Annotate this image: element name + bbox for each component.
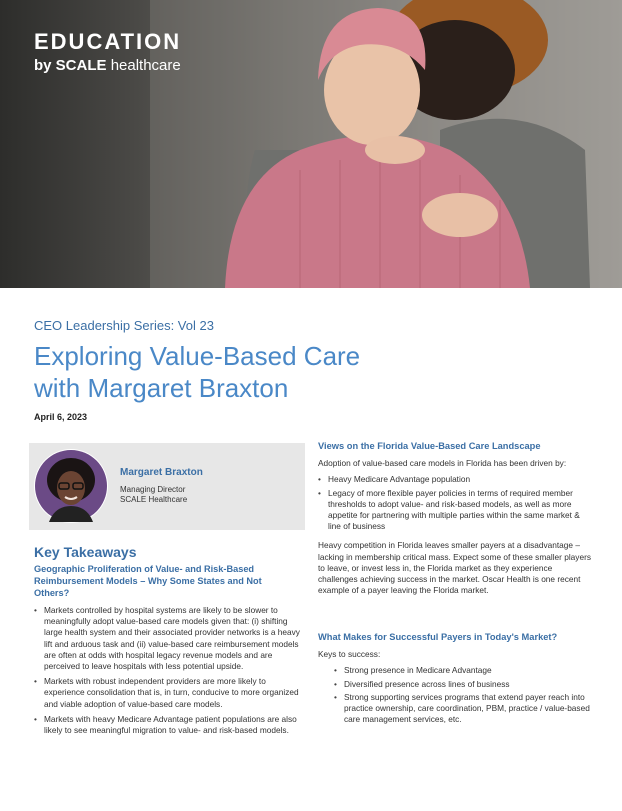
profile-company: SCALE Healthcare [120,495,188,504]
payers-list [318,665,593,725]
list-item: • Legacy of more flexible payer policies in terms of required member thresholds to adopt value- and risk-based models, as well as more appetite for partnering with multiple parties within the same market & line of business [318,488,593,533]
profile-title: Managing Director [120,485,186,494]
hands [422,193,498,237]
series-label: CEO Leadership Series: Vol 23 [34,318,214,333]
profile-role [120,485,187,505]
title-line-1: Exploring Value-Based Care [34,341,361,371]
avatar [34,449,108,523]
hero-photo [0,0,622,288]
florida-heading: Views on the Florida Value-Based Care Landscape [318,441,541,451]
logo [34,31,181,74]
profile-card [29,443,305,530]
florida-paragraph: Heavy competition in Florida leaves smaller payers at a disadvantage – lacking in membership critical mass. Expect some of these smaller players to leave, or invest less in, the Florida market as they experience challenges achieving success in the market. Oscar Health is one recent example of a payer leaving the Florida market. [318,540,591,596]
florida-intro: Adoption of value-based care models in Florida has been driven by: [318,458,567,469]
logo-sub-text [34,57,181,74]
payers-section [318,632,593,727]
key-takeaways-list [34,605,302,740]
list-item: • Heavy Medicare Advantage population [318,474,593,485]
profile-name: Margaret Braxton [120,467,203,478]
list-item: • Markets controlled by hospital systems are likely to be slower to meaningfully adopt value-based care models given that: (i) shifting large health system and their associated provider networks is a heavy lift and arduous task and (ii) value-based care reimbursement models are often at odds with hospital legacy revenue models and are perceived to leave hospitals with less potential upside. [34,605,302,672]
key-takeaways-heading: Key Takeaways [34,544,137,560]
logo-main-text: EDUCATION [34,29,182,54]
page-title [34,340,454,404]
title-line-2: with Margaret Braxton [34,373,289,403]
list-item: • Strong supporting services programs that extend payer reach into practice ownership, care coordination, PBM, practice / value-based care management services, etc. [334,692,593,726]
payers-heading: What Makes for Successful Payers in Today's Market? [318,632,558,642]
list-item: • Diversified presence across lines of business [334,679,593,690]
publish-date: April 6, 2023 [34,412,88,422]
key-takeaways-subheading: Geographic Proliferation of Value- and Risk-Based Reimbursement Models – Why Some States and Not Others? [34,564,262,598]
list-item: • Markets with heavy Medicare Advantage patient populations are also likely to see meaningful migration to value- and risk-based models. [34,714,302,736]
list-item: • Strong presence in Medicare Advantage [334,665,593,676]
list-item: • Markets with robust independent providers are more likely to experience consolidation that is, in turn, conducive to more organized and viable adoption of value-based care models. [34,676,302,710]
logo-sub-bold: by SCALE [34,57,107,74]
florida-list [318,474,593,532]
avatar-portrait-icon [35,450,107,522]
florida-section [318,441,593,596]
logo-sub-light: healthcare [110,57,181,74]
payers-intro: Keys to success: [318,649,381,660]
